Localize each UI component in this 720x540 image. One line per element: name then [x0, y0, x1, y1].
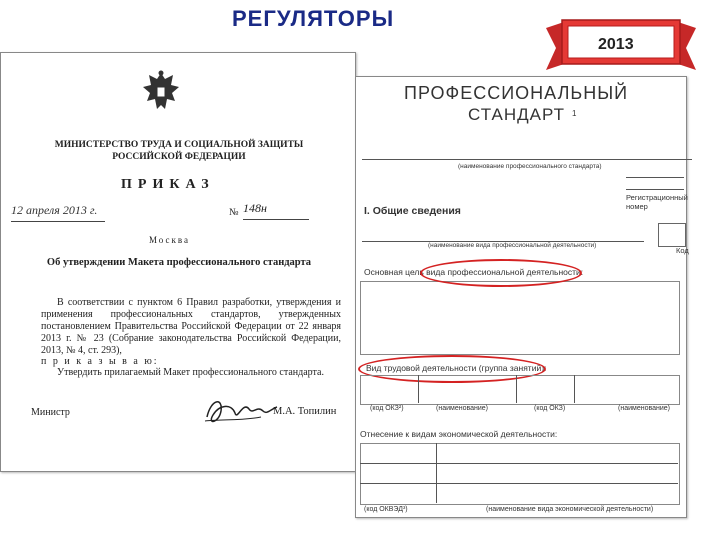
occupation-divider-3 [574, 375, 575, 403]
signature-icon [201, 391, 281, 431]
footnote-mark: 1 [572, 109, 577, 118]
economic-divider [436, 443, 437, 503]
occupation-divider-2 [516, 375, 517, 403]
okz-code-caption: (код ОКЗ²) [370, 405, 404, 412]
order-decree: п р и к а з ы в а ю: [41, 356, 159, 367]
okz-code-caption-2: (код ОКЗ) [534, 405, 566, 412]
occupation-group-label: Вид трудовой деятельности (группа занятий): [366, 363, 547, 373]
coat-of-arms-icon [141, 69, 181, 115]
order-subject: Об утверждении Макета профессионального стандарта [46, 257, 312, 268]
order-approve: Утвердить прилагаемый Макет профессионального стандарта. [57, 367, 324, 378]
code-label: Код [676, 246, 689, 255]
order-document [0, 52, 356, 472]
year-badge: 2013 [598, 36, 634, 53]
code-box [658, 223, 686, 247]
reg-line-2 [626, 189, 684, 190]
order-city: Москва [149, 235, 190, 245]
main-goal-label: Основная цель вида профессиональной деятельности: [364, 267, 584, 277]
economic-activity-frame [360, 443, 680, 505]
standard-title-line2: СТАНДАРТ [468, 105, 565, 124]
economic-row-1 [360, 463, 678, 464]
okved-name-caption: (наименование вида экономической деятельности) [486, 506, 654, 513]
economic-activity-label: Отнесение к видам экономической деятельности: [360, 429, 558, 439]
name-line [362, 159, 692, 160]
ministry-name: МИНИСТЕРСТВО ТРУДА И СОЦИАЛЬНОЙ ЗАЩИТЫ РОССИЙСКОЙ ФЕДЕРАЦИИ [54, 140, 304, 162]
standard-title-line1: ПРОФЕССИОНАЛЬНЫЙ [404, 83, 629, 103]
standard-document [355, 76, 687, 518]
order-date: 12 апреля 2013 г. [11, 203, 105, 222]
reg-line-1 [626, 177, 684, 178]
economic-row-2 [360, 483, 678, 484]
section-general: I. Общие сведения [364, 205, 461, 217]
okved-code-caption: (код ОКВЭД³) [364, 506, 408, 513]
okz-name-caption: (наименование) [436, 405, 488, 412]
order-number: 148н [243, 201, 309, 220]
number-sign: № [229, 207, 239, 218]
name-caption: (наименование профессионального стандарта) [458, 163, 602, 170]
okz-name-caption-2: (наименование) [618, 405, 670, 412]
activity-kind-caption: (наименование вида профессиональной деятельности) [428, 242, 597, 249]
slide-title: РЕГУЛЯТОРЫ [232, 6, 395, 31]
minister-name: М.А. Топилин [273, 406, 337, 417]
occupation-frame [360, 375, 680, 405]
order-body: В соответствии с пунктом 6 Правил разработки, утверждения и применения профессиональных стандартов, утвержденных постановлением Правительства Российской Федерации от 22 января 2013 г. № 23 (Собрание законодательства Российской Федерации, 2013, № 4, ст. 293), [41, 297, 341, 356]
main-goal-frame [360, 281, 680, 355]
highlight-oval-goal [420, 259, 582, 287]
minister-label: Министр [31, 407, 70, 418]
occupation-divider-1 [418, 375, 419, 403]
reg-number-label: Регистрационный номер [626, 193, 688, 211]
doc-type: ПРИКАЗ [121, 177, 215, 192]
